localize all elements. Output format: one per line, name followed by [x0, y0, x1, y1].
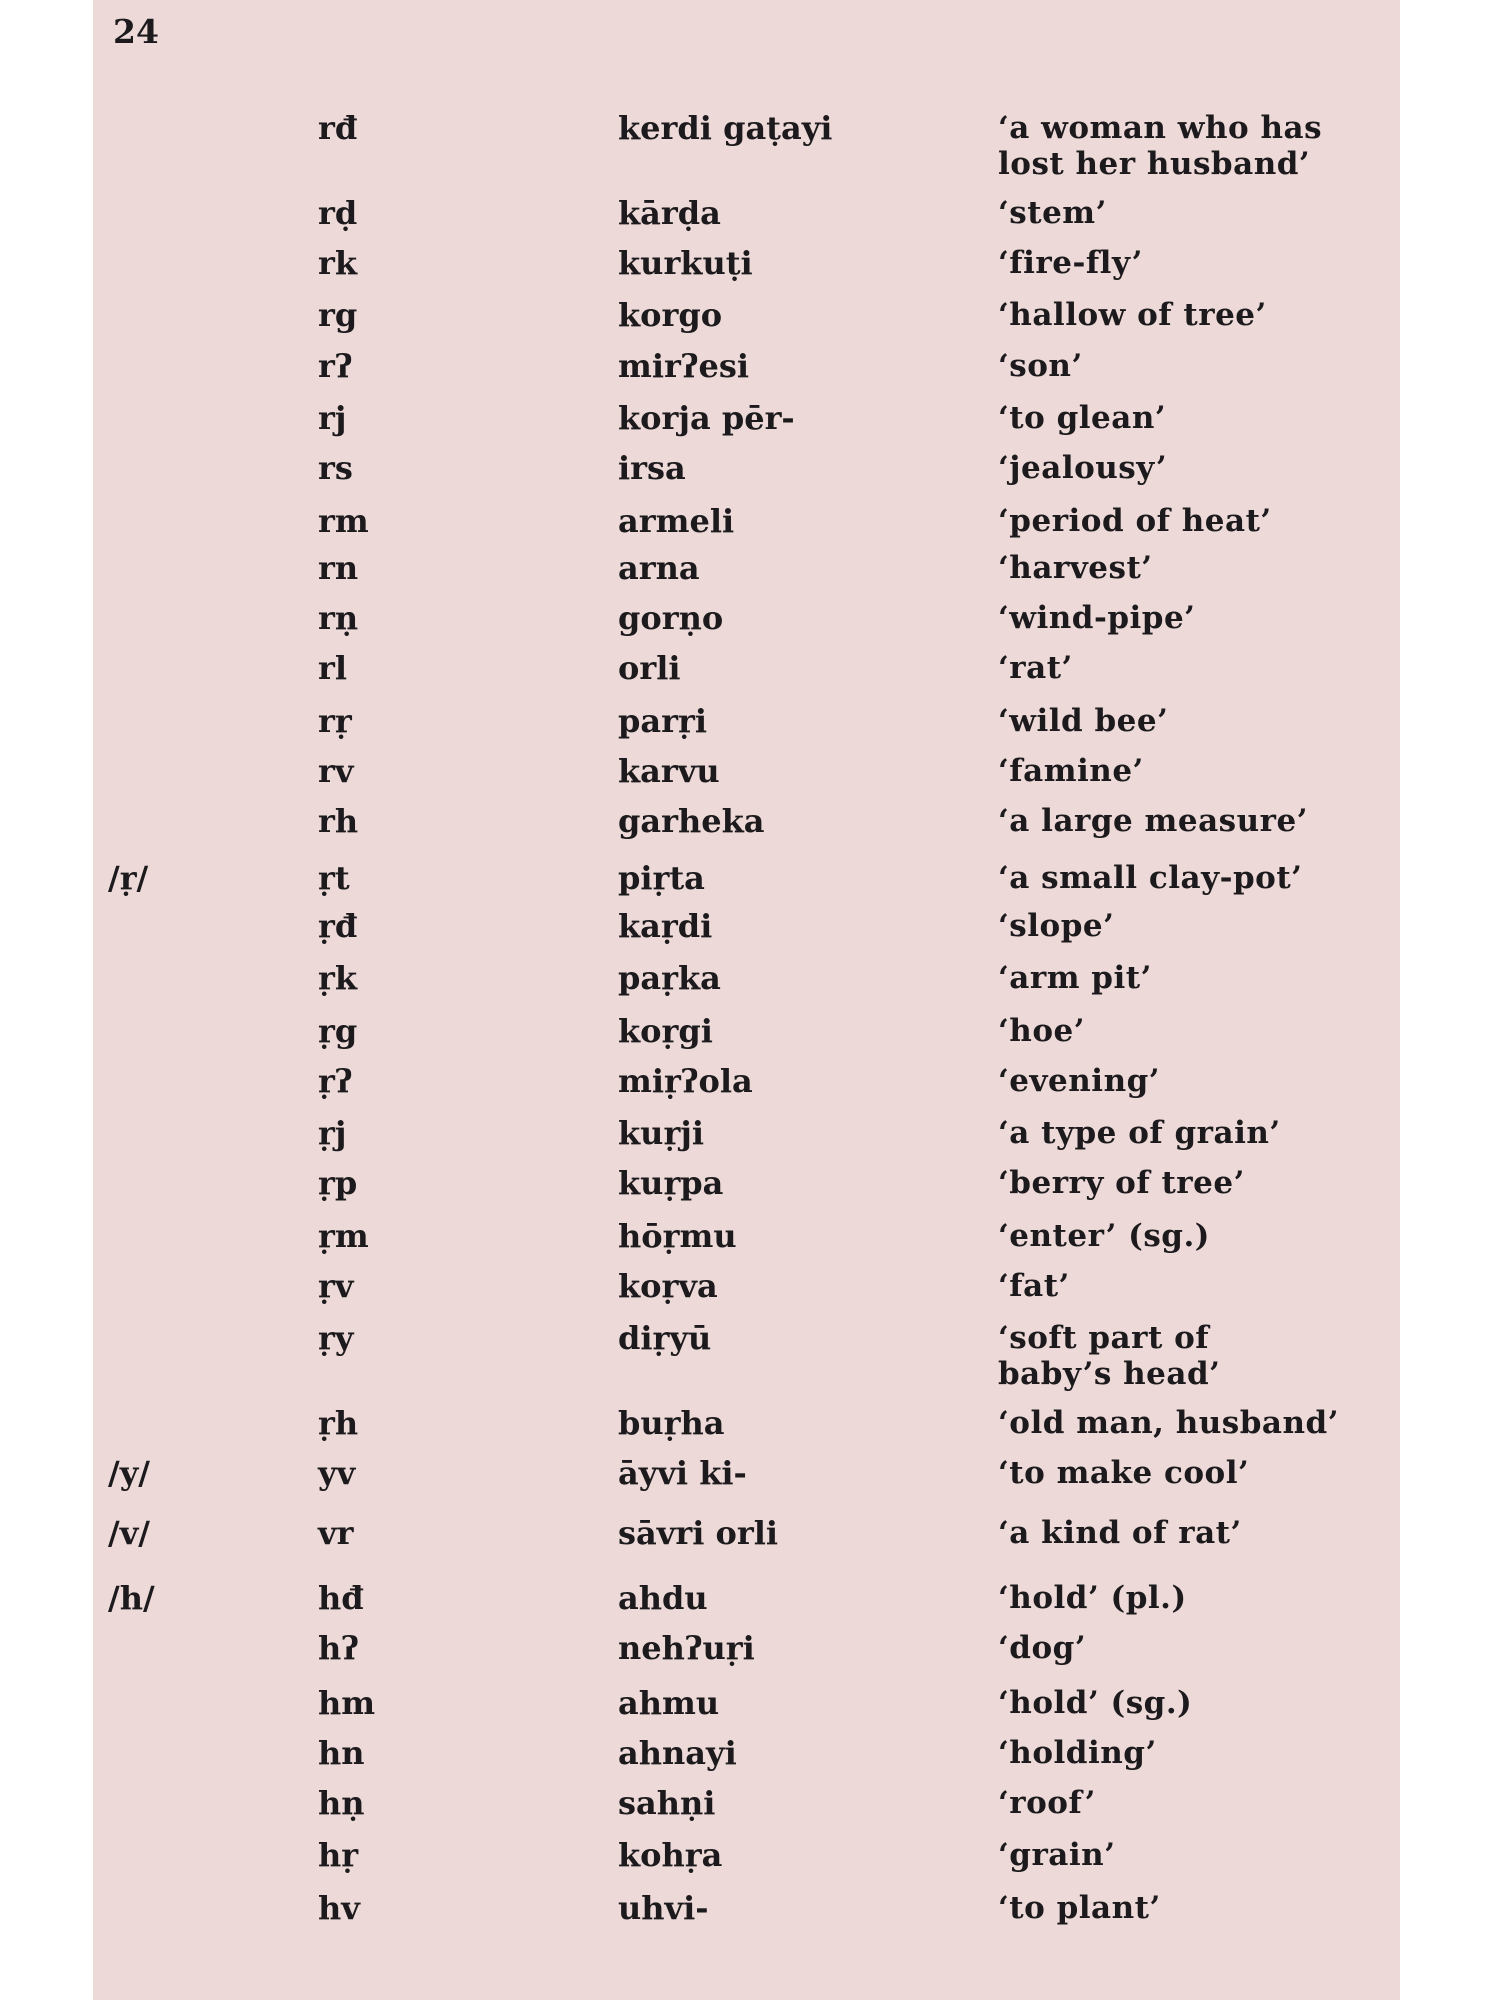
- cluster-symbol: rh: [318, 802, 359, 840]
- word-gloss: ‘hallow of tree’: [998, 297, 1267, 333]
- example-word: kuṛpa: [618, 1164, 724, 1202]
- cluster-symbol: ṛđ: [318, 907, 358, 945]
- example-word: kurkuṭi: [618, 244, 753, 282]
- cluster-symbol: ṛy: [318, 1319, 354, 1357]
- word-gloss: ‘slope’: [998, 908, 1115, 944]
- word-gloss: ‘wind-pipe’: [998, 600, 1196, 636]
- cluster-symbol: rṇ: [318, 599, 359, 637]
- example-word: kaṛdi: [618, 907, 713, 945]
- word-gloss: ‘hoe’: [998, 1013, 1086, 1049]
- cluster-symbol: ṛk: [318, 959, 358, 997]
- consonant-cluster-list: [93, 0, 1400, 2000]
- page-number: 24: [113, 12, 159, 51]
- cluster-symbol: hʔ: [318, 1629, 359, 1667]
- example-word: parṛi: [618, 702, 707, 740]
- example-word: ahnayi: [618, 1734, 737, 1772]
- example-word: gorṇo: [618, 599, 724, 637]
- cluster-symbol: rm: [318, 502, 369, 540]
- cluster-symbol: ṛp: [318, 1164, 358, 1202]
- cluster-symbol: hṛ: [318, 1836, 359, 1874]
- word-gloss: ‘wild bee’: [998, 703, 1169, 739]
- word-gloss: ‘arm pit’: [998, 960, 1152, 996]
- word-gloss: ‘enter’ (sg.): [998, 1218, 1210, 1254]
- cluster-symbol: rj: [318, 399, 347, 437]
- word-gloss: ‘famine’: [998, 753, 1144, 789]
- example-word: armeli: [618, 502, 735, 540]
- word-gloss: ‘a type of grain’: [998, 1115, 1281, 1151]
- cluster-symbol: rn: [318, 549, 359, 587]
- cluster-symbol: rk: [318, 244, 358, 282]
- word-gloss: ‘hold’ (sg.): [998, 1685, 1193, 1721]
- word-gloss: ‘to make cool’: [998, 1455, 1250, 1491]
- book-page: [93, 0, 1400, 2000]
- cluster-symbol: vr: [318, 1514, 354, 1552]
- example-word: korja pēr-: [618, 399, 795, 437]
- example-word: orli: [618, 649, 681, 687]
- word-gloss: ‘son’: [998, 348, 1083, 384]
- example-word: sāvri orli: [618, 1514, 779, 1552]
- cluster-symbol: ṛj: [318, 1114, 347, 1152]
- cluster-symbol: hn: [318, 1734, 365, 1772]
- group-label: /h/: [108, 1579, 155, 1617]
- cluster-symbol: hṇ: [318, 1784, 365, 1822]
- example-word: uhvi-: [618, 1889, 709, 1927]
- example-word: karvu: [618, 752, 720, 790]
- cluster-symbol: hv: [318, 1889, 360, 1927]
- example-word: mirʔesi: [618, 347, 750, 385]
- example-word: garheka: [618, 802, 765, 840]
- example-word: korgo: [618, 296, 723, 334]
- cluster-symbol: rʔ: [318, 347, 353, 385]
- word-gloss: ‘holding’: [998, 1735, 1157, 1771]
- example-word: koṛva: [618, 1267, 718, 1305]
- word-gloss: ‘jealousy’: [998, 450, 1168, 486]
- cluster-symbol: rđ: [318, 109, 358, 147]
- example-word: piṛta: [618, 859, 705, 897]
- cluster-symbol: ṛʔ: [318, 1062, 353, 1100]
- word-gloss: ‘a large measure’: [998, 803, 1309, 839]
- cluster-symbol: rl: [318, 649, 348, 687]
- example-word: arna: [618, 549, 700, 587]
- example-word: diṛyū: [618, 1319, 712, 1357]
- cluster-symbol: ṛt: [318, 859, 350, 897]
- word-gloss: ‘a kind of rat’: [998, 1515, 1242, 1551]
- example-word: kerdi gaṭayi: [618, 109, 833, 147]
- cluster-symbol: ṛm: [318, 1217, 369, 1255]
- word-gloss: ‘roof’: [998, 1785, 1096, 1821]
- example-word: nehʔuṛi: [618, 1629, 755, 1667]
- word-gloss: ‘fat’: [998, 1268, 1070, 1304]
- cluster-symbol: rv: [318, 752, 354, 790]
- cluster-symbol: ṛg: [318, 1012, 358, 1050]
- word-gloss: ‘to plant’: [998, 1890, 1161, 1926]
- word-gloss: ‘to glean’: [998, 400, 1167, 436]
- cluster-symbol: ṛh: [318, 1404, 359, 1442]
- example-word: āyvi ki-: [618, 1454, 747, 1492]
- example-word: hōṛmu: [618, 1217, 737, 1255]
- example-word: buṛha: [618, 1404, 725, 1442]
- word-gloss: ‘rat’: [998, 650, 1073, 686]
- word-gloss: ‘hold’ (pl.): [998, 1580, 1187, 1616]
- example-word: kohṛa: [618, 1836, 723, 1874]
- group-label: /v/: [108, 1514, 150, 1552]
- group-label: /y/: [108, 1454, 150, 1492]
- example-word: miṛʔola: [618, 1062, 753, 1100]
- example-word: ahdu: [618, 1579, 708, 1617]
- word-gloss: ‘a woman who has lost her husband’: [998, 110, 1323, 182]
- example-word: ahmu: [618, 1684, 720, 1722]
- word-gloss: ‘grain’: [998, 1837, 1116, 1873]
- cluster-symbol: rḍ: [318, 194, 358, 232]
- word-gloss: ‘fire-fly’: [998, 245, 1143, 281]
- cluster-symbol: hđ: [318, 1579, 364, 1617]
- cluster-symbol: hm: [318, 1684, 376, 1722]
- word-gloss: ‘berry of tree’: [998, 1165, 1245, 1201]
- example-word: kārḍa: [618, 194, 721, 232]
- word-gloss: ‘harvest’: [998, 550, 1153, 586]
- group-label: /ṛ/: [108, 859, 149, 897]
- example-word: irsa: [618, 449, 686, 487]
- cluster-symbol: yv: [318, 1454, 356, 1492]
- word-gloss: ‘soft part of baby’s head’: [998, 1320, 1221, 1392]
- example-word: kuṛji: [618, 1114, 705, 1152]
- word-gloss: ‘dog’: [998, 1630, 1087, 1666]
- example-word: paṛka: [618, 959, 721, 997]
- word-gloss: ‘a small clay-pot’: [998, 860, 1303, 896]
- cluster-symbol: ṛv: [318, 1267, 354, 1305]
- cluster-symbol: rg: [318, 296, 358, 334]
- cluster-symbol: rs: [318, 449, 353, 487]
- cluster-symbol: rṛ: [318, 702, 352, 740]
- word-gloss: ‘old man, husband’: [998, 1405, 1340, 1441]
- word-gloss: ‘period of heat’: [998, 503, 1272, 539]
- word-gloss: ‘stem’: [998, 195, 1107, 231]
- example-word: koṛgi: [618, 1012, 713, 1050]
- example-word: sahṇi: [618, 1784, 716, 1822]
- word-gloss: ‘evening’: [998, 1063, 1161, 1099]
